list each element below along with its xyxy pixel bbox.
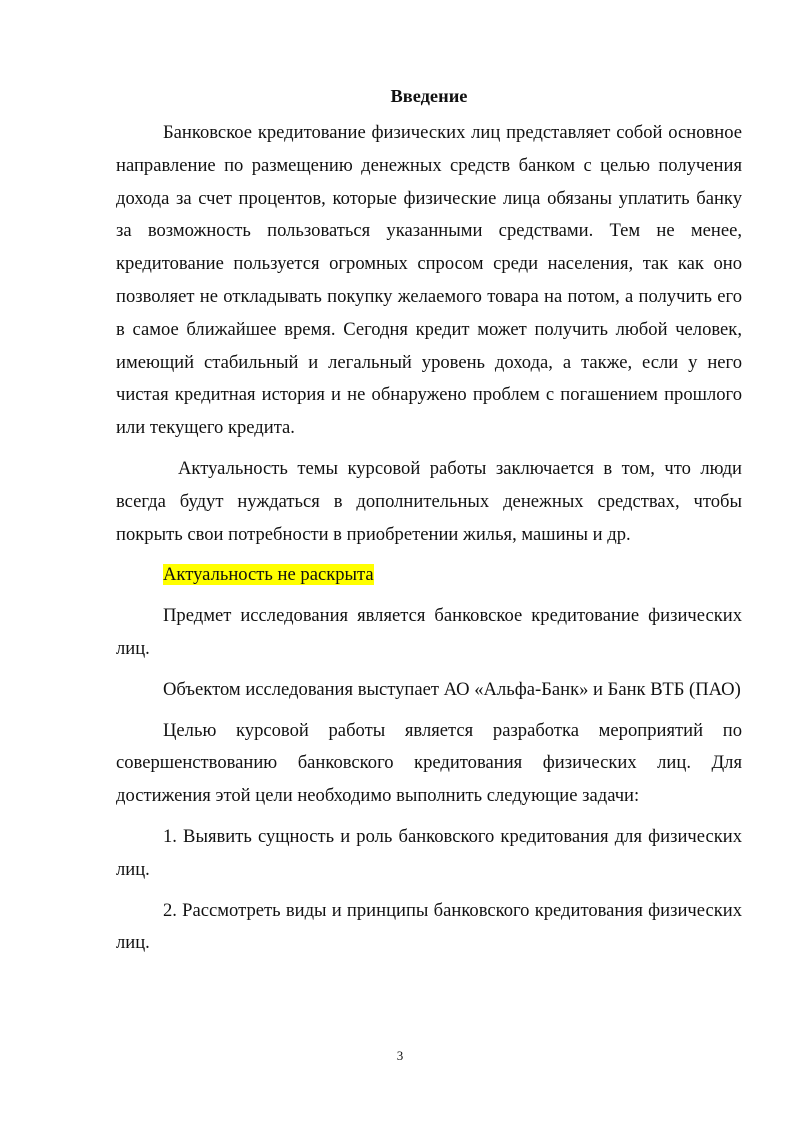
paragraph-object: Объектом исследования выступает АО «Альфа-Банк» и Банк ВТБ (ПАО) xyxy=(163,678,741,700)
task-item-2: 2. Рассмотреть виды и принципы банковского кредитования физических лиц. xyxy=(116,899,742,954)
section-title: Введение xyxy=(390,86,468,106)
paragraph-intro: Банковское кредитование физических лиц представляет собой основное направление по размещению денежных средств банком с целью получения дохода за счет процентов, которые физические лица обязаны уплатить банку за возможность пользоваться указанными средствами. Тем не менее, кредитование пользуется огромных спросом среди населения, так как оно позволяет не откладывать покупку желаемого товара на потом, а получить его в самое ближайшее время. Сегодня кредит может получить любой человек, имеющий стабильный и легальный уровень дохода, а также, если у него чистая кредитная история и не обнаружено проблем с погашением прошлого или текущего кредита. xyxy=(116,122,742,439)
highlighted-reviewer-note: Актуальность не раскрыта xyxy=(163,564,374,586)
reviewer-note-paragraph xyxy=(116,559,742,592)
task-item-1: 1. Выявить сущность и роль банковского кредитования для физических лиц. xyxy=(116,825,742,880)
paragraph-subject: Предмет исследования является банковское кредитование физических лиц. xyxy=(116,605,742,659)
document-body xyxy=(116,83,742,960)
paragraph-goal: Целью курсовой работы является разработка мероприятий по совершенствованию банковского кредитования физических лиц. Для достижения этой цели необходимо выполнить следующие задачи: xyxy=(116,719,742,807)
page-number: 3 xyxy=(396,1048,404,1063)
paragraph-relevance: Актуальность темы курсовой работы заключается в том, что люди всегда будут нуждаться в дополнительных денежных средствах, чтобы покрыть свои потребности в приобретении жилья, машины и др. xyxy=(116,457,742,545)
